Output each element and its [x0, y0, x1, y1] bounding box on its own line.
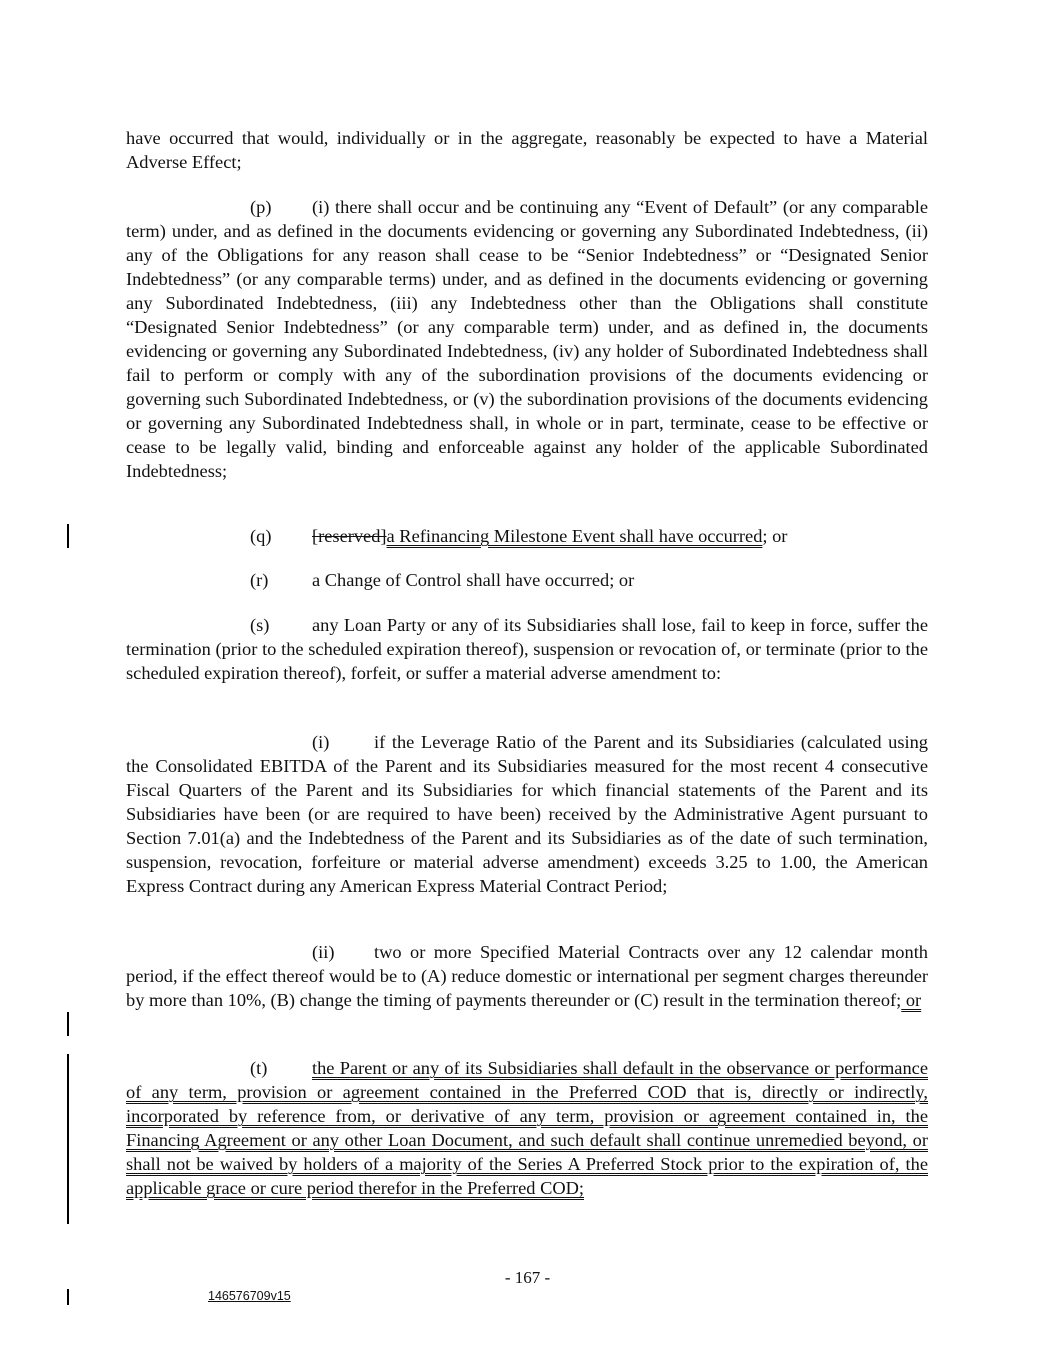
section-q-tail: ; or: [762, 526, 788, 546]
section-s-i-paragraph: [126, 730, 928, 898]
section-q-paragraph: [126, 524, 928, 548]
section-q-label: (q): [250, 526, 272, 546]
section-q-inserted-text: a Refinancing Milestone Event shall have occurred: [386, 526, 763, 546]
section-t-inserted-text: the Parent or any of its Subsidiaries shall default in the observance or performance of any term, provision or agreement contained in the Preferred COD that is, directly or indirectly, incorporated by reference from, or derivative of any term, provision or agreement contained in, the Financing Agreement or any other Loan Document, and such default shall continue unremedied beyond, or shall not be waived by holders of a majority of the Series A Preferred Stock prior to the expiration of, the applicable grace or cure period therefor in the Preferred COD;: [126, 1058, 928, 1198]
change-bar: [67, 524, 69, 548]
section-r-label: (r): [250, 570, 269, 590]
section-p-text: (i) there shall occur and be continuing any “Event of Default” (or any comparable term) under, and as defined in the documents evidencing or governing any Subordinated Indebtedness, (ii) any of the Obligations for any reason shall cease to be “Senior Indebtedness” or “Designated Senior Indebtedness” (or any comparable terms) under, and as defined in the documents evidencing or governing any Subordinated Indebtedness, (iii) any Indebtedness other than the Obligations shall constitute “Designated Senior Indebtedness” (or any comparable term) under, and as defined in, the documents evidencing or governing any Subordinated Indebtedness, (iv) any holder of Subordinated Indebtedness shall fail to perform or comply with any of the subordination provisions of the documents evidencing or governing such Subordinated Indebtedness, or (v) the subordination provisions of the documents evidencing or governing any Subordinated Indebtedness shall, in whole or in part, terminate, cease to be effective or cease to be legally valid, binding and enforceable against any holder of the applicable Subordinated Indebtedness;: [126, 197, 928, 481]
section-p-paragraph: [126, 195, 928, 483]
section-s-ii-text: two or more Specified Material Contracts over any 12 calendar month period, if the effect thereof would be to (A) reduce domestic or international per segment charges thereunder by more than 10%, (B) change the timing of payments thereunder or (C) result in the termination thereof;: [126, 942, 928, 1010]
section-s-text: any Loan Party or any of its Subsidiaries shall lose, fail to keep in force, suffer the termination (prior to the scheduled expiration thereof), suspension or revocation of, or terminate (prior to the scheduled expiration thereof), forfeit, or suffer a material adverse amendment to:: [126, 615, 928, 683]
continuation-paragraph: have occurred that would, individually or in the aggregate, reasonably be expected to have a Material Adverse Effect;: [126, 128, 928, 172]
section-p-label: (p): [250, 197, 272, 217]
page-number: - 167 -: [504, 1268, 551, 1287]
section-s-i-label: (i): [312, 732, 330, 752]
section-s-paragraph: [126, 613, 928, 685]
change-bar: [67, 1289, 69, 1305]
document-id: 146576709v15: [208, 1289, 291, 1303]
change-bar: [67, 1012, 69, 1036]
change-bar: [67, 1054, 69, 1224]
section-q-deleted-text: [reserved]: [312, 526, 387, 546]
section-s-ii-inserted-text: or: [901, 990, 922, 1010]
section-t-label: (t): [250, 1058, 268, 1078]
section-s-ii-label: (ii): [312, 942, 335, 962]
section-s-ii-paragraph: [126, 940, 928, 1012]
section-s-i-text: if the Leverage Ratio of the Parent and its Subsidiaries (calculated using the Consolidated EBITDA of the Parent and its Subsidiaries measured for the most recent 4 consecutive Fiscal Quarters of the Parent and its Subsidiaries for which financial statements of the Parent and its Subsidiaries have been (or are required to have been) received by the Administrative Agent pursuant to Section 7.01(a) and the Indebtedness of the Parent and its Subsidiaries as of the date of such termination, suspension, revocation, forfeiture or material adverse amendment) exceeds 3.25 to 1.00, the American Express Contract during any American Express Material Contract Period;: [126, 732, 928, 896]
section-r-paragraph: [126, 568, 928, 592]
section-r-text: a Change of Control shall have occurred; or: [312, 570, 635, 590]
section-s-label: (s): [250, 615, 270, 635]
section-t-paragraph: [126, 1056, 928, 1200]
